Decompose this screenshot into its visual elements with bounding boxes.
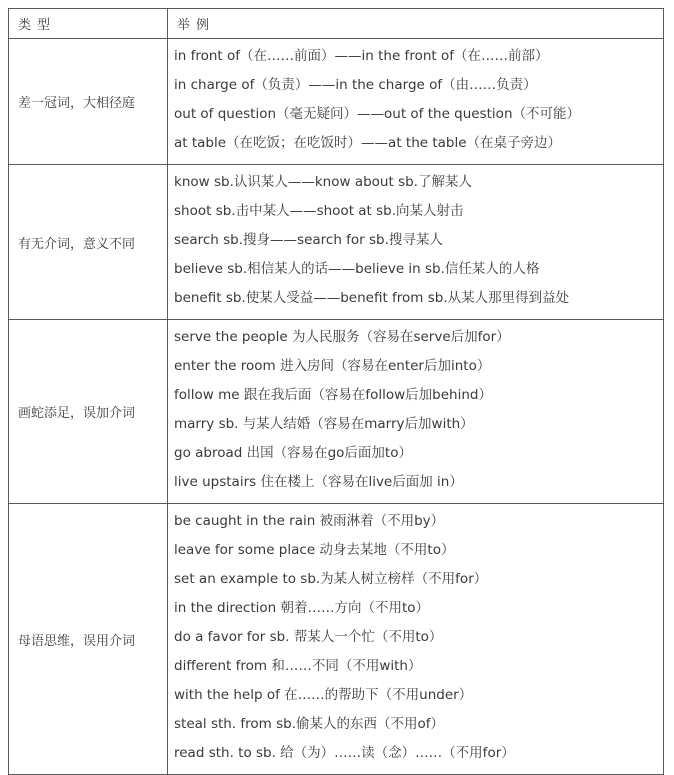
table-row	[9, 320, 664, 504]
example-line: live upstairs 住在楼上（容易在live后面加 in）	[174, 474, 463, 490]
example-line: go abroad 出国（容易在go后面加to）	[174, 445, 412, 461]
example-line: marry sb. 与某人结婚（容易在marry后加with）	[174, 416, 474, 432]
header-type: 类型	[9, 9, 168, 39]
example-line: with the help of 在……的帮助下（不用under）	[174, 687, 473, 703]
header-example: 举例	[168, 9, 664, 39]
header-row	[9, 9, 664, 39]
table-row	[9, 504, 664, 775]
examples-cell	[168, 504, 664, 775]
example-line: in front of（在……前面）——in the front of（在……前部）	[174, 48, 549, 64]
type-cell: 画蛇添足，误加介词	[9, 320, 168, 504]
example-line: in charge of（负责）——in the charge of（由……负责）	[174, 77, 537, 93]
example-line: be caught in the rain 被雨淋着（不用by）	[174, 513, 445, 529]
example-line: leave for some place 动身去某地（不用to）	[174, 542, 455, 558]
examples-cell	[168, 165, 664, 320]
example-line: at table（在吃饭；在吃饭时）——at the table（在桌子旁边）	[174, 135, 562, 151]
example-line: out of question（毫无疑问）——out of the question（不可能）	[174, 106, 581, 122]
example-line: steal sth. from sb.偷某人的东西（不用of）	[174, 716, 445, 732]
example-line: in the direction 朝着……方向（不用to）	[174, 600, 430, 616]
type-cell: 母语思维，误用介词	[9, 504, 168, 775]
example-line: benefit sb.使某人受益——benefit from sb.从某人那里得到益处	[174, 290, 570, 306]
example-line: read sth. to sb. 给（为）……读（念）……（不用for）	[174, 745, 515, 761]
type-cell: 差一冠词，大相径庭	[9, 39, 168, 165]
table-row	[9, 39, 664, 165]
example-line: different from 和……不同（不用with）	[174, 658, 422, 674]
example-line: enter the room 进入房间（容易在enter后加into）	[174, 358, 491, 374]
example-line: do a favor for sb. 帮某人一个忙（不用to）	[174, 629, 443, 645]
example-line: serve the people 为人民服务（容易在serve后加for）	[174, 329, 510, 345]
example-line: shoot sb.击中某人——shoot at sb.向某人射击	[174, 203, 464, 219]
examples-cell	[168, 320, 664, 504]
table-row	[9, 165, 664, 320]
example-line: believe sb.相信某人的话——believe in sb.信任某人的人格	[174, 261, 540, 277]
example-line: follow me 跟在我后面（容易在follow后加behind）	[174, 387, 492, 403]
grammar-table	[8, 8, 664, 775]
example-line: know sb.认识某人——know about sb.了解某人	[174, 174, 472, 190]
example-line: set an example to sb.为某人树立榜样（不用for）	[174, 571, 488, 587]
type-cell: 有无介词，意义不同	[9, 165, 168, 320]
examples-cell	[168, 39, 664, 165]
example-line: search sb.搜身——search for sb.搜寻某人	[174, 232, 443, 248]
